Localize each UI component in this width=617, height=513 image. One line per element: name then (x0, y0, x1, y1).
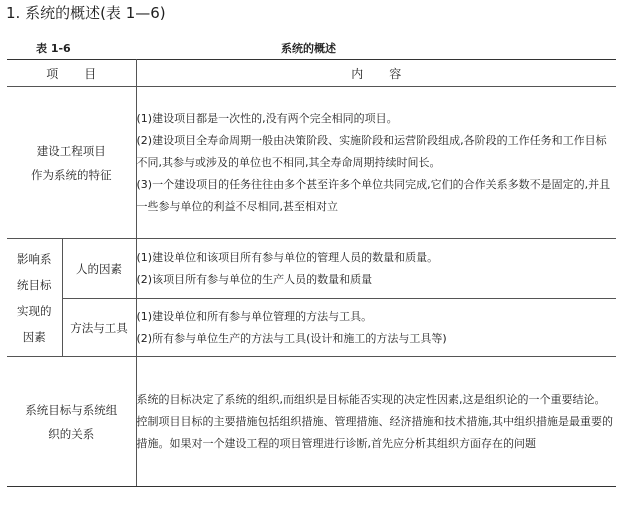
row-label-goal-organization (7, 357, 136, 487)
content-item: 控制项目目标的主要措施包括组织措施、管理措施、经济措施和技术措施,其中组织措施是最重要的措施。如果对一个建设工程的项目管理进行诊断,首先应分析其组织方面存在的问题 (136, 414, 614, 450)
table-row-methods-tools (7, 299, 616, 357)
label-line: 影响系 (17, 251, 52, 266)
label-line: 系统目标与系统组 (25, 402, 118, 417)
content-item: (1)建设单位和所有参与单位管理的方法与工具。 (136, 309, 373, 323)
label-line: 作为系统的特征 (31, 167, 112, 182)
content-item: (2)该项目所有参与单位的生产人员的数量和质量 (136, 272, 373, 286)
row-content-system-features (136, 87, 616, 239)
row-content-goal-organization (136, 357, 616, 487)
label-line: 实现的 (17, 303, 52, 318)
content-item: (1)建设项目都是一次性的,没有两个完全相同的项目。 (136, 111, 398, 125)
content-item: (3)一个建设项目的任务往往由多个甚至许多个单位共同完成,它们的合作关系多数不是固定的,并且一些参与单位的利益不尽相同,甚至相对立 (136, 177, 611, 213)
table-row-goal-organization (7, 357, 616, 487)
content-item: 系统的目标决定了系统的组织,而组织是目标能否实现的决定性因素,这是组织论的一个重要结论。 (136, 392, 606, 406)
header-content: 内容 (136, 60, 616, 87)
row-content-methods-tools (136, 299, 616, 357)
table-row-system-features (7, 87, 616, 239)
header-item: 项目 (7, 60, 136, 87)
content-item: (2)建设项目全寿命周期一般由决策阶段、实施阶段和运营阶段组成,各阶段的工作任务和工作目标不同,其参与或涉及的单位也不相同,其全寿命周期持续时间长。 (136, 133, 607, 169)
row-group-label-influence (7, 239, 62, 357)
content-item: (1)建设单位和该项目所有参与单位的管理人员的数量和质量。 (136, 250, 439, 264)
label-line: 建设工程项目 (36, 143, 106, 158)
table-caption (0, 40, 617, 58)
row-label-human-factor: 人的因素 (62, 239, 136, 299)
label-line: 统目标 (17, 277, 52, 292)
row-label-methods-tools: 方法与工具 (62, 299, 136, 357)
row-label-system-features (7, 87, 136, 239)
table-header-row (7, 60, 616, 87)
row-content-human-factor (136, 239, 616, 299)
system-overview-table (7, 59, 616, 487)
label-line: 因素 (22, 329, 46, 344)
content-item: (2)所有参与单位生产的方法与工具(设计和施工的方法与工具等) (136, 331, 447, 345)
table-number: 表 1-6 (36, 42, 71, 55)
table-title: 系统的概述 (281, 42, 336, 55)
label-line: 织的关系 (48, 426, 95, 441)
table-row-human-factor (7, 239, 616, 299)
section-title: 1. 系统的概述(表 1—6) (6, 4, 166, 22)
